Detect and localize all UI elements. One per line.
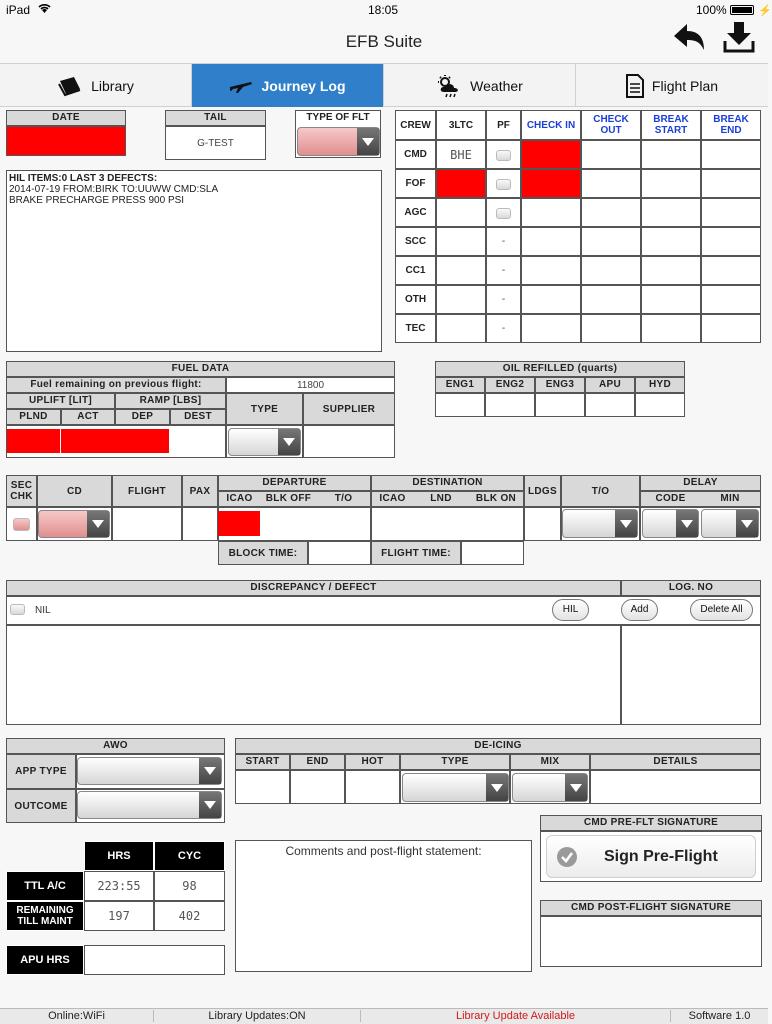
fuel-supplier-label: SUPPLIER [303, 393, 395, 425]
fuel-type-label: TYPE [226, 393, 303, 425]
crew-code[interactable] [436, 285, 486, 314]
check-out-cell[interactable] [581, 198, 641, 227]
delay-min-select[interactable] [701, 509, 759, 538]
charging-icon: ⚡ [758, 5, 772, 17]
fuel-remaining-value[interactable]: 11800 [226, 377, 395, 393]
battery-icon [730, 5, 754, 15]
plnd-label: PLND [6, 409, 61, 425]
to-label: T/O [561, 475, 640, 507]
check-out-cell[interactable] [581, 227, 641, 256]
document-icon [626, 74, 644, 98]
check-out-cell[interactable] [581, 169, 641, 198]
tab-bar [0, 63, 768, 107]
ramp-label: RAMP [LBS] [115, 393, 226, 409]
chevron-down-icon [676, 510, 698, 537]
dest-icao-label: ICAO [371, 491, 413, 507]
break-start-cell[interactable] [641, 314, 701, 343]
crew-header-break-end: BREAK END [701, 110, 761, 140]
chevron-down-icon [87, 511, 109, 537]
hil-panel [6, 170, 382, 352]
chevron-down-icon [615, 510, 637, 537]
post-flt-signature-title: CMD POST-FLIGHT SIGNATURE [540, 900, 762, 916]
check-out-cell[interactable] [581, 140, 641, 169]
deicing-end-field[interactable] [290, 770, 345, 804]
tail-value: G-TEST [165, 126, 266, 160]
check-out-cell[interactable] [581, 285, 641, 314]
ttl-hrs-value: 223:55 [84, 871, 154, 901]
check-in-cell[interactable] [521, 198, 581, 227]
crew-header-crew: CREW [395, 110, 436, 140]
dest-label: DEST [170, 409, 226, 425]
uplift-label: UPLIFT [LIT] [6, 393, 115, 409]
check-in-cell[interactable] [521, 169, 581, 198]
discrepancy-title: DISCREPANCY / DEFECT [6, 580, 621, 596]
sign-pre-flight-label: Sign Pre-Flight [604, 847, 718, 865]
pf-checkbox[interactable] [496, 150, 511, 161]
delete-all-button[interactable]: Delete All [690, 599, 753, 621]
deicing-mix-select[interactable] [512, 773, 588, 802]
break-start-cell[interactable] [641, 169, 701, 198]
chevron-down-icon [199, 792, 221, 818]
crew-header-check-out: CHECK OUT [581, 110, 641, 140]
crew-pf-cell [486, 198, 521, 227]
check-in-cell[interactable] [521, 227, 581, 256]
awo-title: AWO [6, 738, 225, 754]
flight-type-select[interactable] [297, 127, 380, 156]
check-out-cell[interactable] [581, 256, 641, 285]
oil-eng1-label: ENG1 [435, 377, 485, 393]
crew-header-break-start: BREAK START [641, 110, 701, 140]
chevron-down-icon [486, 774, 508, 801]
pf-checkbox[interactable] [496, 208, 511, 219]
cd-select[interactable] [38, 510, 110, 538]
checkmark-icon [556, 846, 578, 868]
deicing-start-field[interactable] [235, 770, 290, 804]
oil-eng2-label: ENG2 [485, 377, 535, 393]
app-type-select[interactable] [77, 757, 222, 785]
deicing-title: DE-ICING [235, 738, 761, 754]
tab-flight-plan-label: Flight Plan [651, 77, 719, 94]
check-in-cell[interactable] [521, 140, 581, 169]
back-arrow-icon[interactable] [672, 22, 706, 59]
apu-hrs-field[interactable] [84, 945, 225, 975]
sign-pre-flight-button[interactable] [546, 835, 756, 878]
crew-code[interactable] [436, 256, 486, 285]
crew-pf-cell [486, 169, 521, 198]
apu-hrs-label: APU HRS [6, 945, 84, 975]
to-select[interactable] [562, 509, 638, 538]
crew-pf-value: - [486, 285, 521, 314]
break-end-cell[interactable] [701, 314, 761, 343]
software-version: Software 1.0 [688, 1010, 751, 1022]
crew-header-pf: PF [486, 110, 521, 140]
discrepancy-text-area[interactable] [6, 625, 621, 725]
check-in-cell[interactable] [521, 256, 581, 285]
ldgs-field[interactable] [524, 507, 561, 541]
library-updates-status: Library Updates:ON [154, 1010, 361, 1022]
flight-time-value [461, 541, 524, 565]
deicing-mix-label: MIX [510, 754, 590, 770]
tab-journey-log-label: Journey Log [261, 77, 346, 94]
tab-weather[interactable] [384, 64, 576, 107]
rem-hrs-value: 197 [84, 901, 154, 931]
ttl-ac-label: TTL A/C [6, 871, 84, 901]
oil-apu-field[interactable] [585, 393, 635, 417]
crew-pf-value: - [486, 314, 521, 343]
flight-time-label: FLIGHT TIME: [371, 541, 461, 565]
check-in-cell[interactable] [521, 314, 581, 343]
deicing-type-label: TYPE [400, 754, 510, 770]
chevron-down-icon [278, 429, 300, 455]
nav-bar [0, 20, 768, 63]
hrs-header: HRS [84, 841, 154, 871]
lnd-label: LND [413, 491, 469, 507]
dep-icao-field[interactable] [218, 511, 260, 536]
airplane-icon [229, 78, 253, 94]
chevron-down-icon [357, 128, 379, 155]
chevron-down-icon [736, 510, 758, 537]
download-icon[interactable] [722, 20, 756, 59]
destination-cell[interactable] [371, 507, 524, 541]
pf-checkbox[interactable] [496, 179, 511, 190]
fuel-type-select[interactable] [228, 428, 301, 456]
device-name: iPad [6, 3, 31, 17]
takeoff-label: T/O [317, 491, 371, 507]
crew-code[interactable] [436, 227, 486, 256]
date-field[interactable] [6, 126, 126, 156]
oil-eng2-field[interactable] [485, 393, 535, 417]
crew-role: FOF [395, 169, 436, 198]
remaining-label: REMAINING TILL MAINT [6, 901, 84, 931]
break-start-cell[interactable] [641, 285, 701, 314]
crew-role: OTH [395, 285, 436, 314]
pre-flt-signature-title: CMD PRE-FLT SIGNATURE [540, 815, 762, 831]
fuel-supplier-field[interactable] [303, 425, 395, 458]
tab-library[interactable] [0, 64, 192, 107]
break-start-cell[interactable] [641, 140, 701, 169]
crew-code[interactable] [436, 198, 486, 227]
deicing-start-label: START [235, 754, 290, 770]
nil-label: NIL [35, 605, 51, 616]
outcome-select[interactable] [77, 791, 222, 819]
crew-role: SCC [395, 227, 436, 256]
check-in-cell[interactable] [521, 285, 581, 314]
crew-role: AGC [395, 198, 436, 227]
battery-percent: 100% [696, 3, 727, 17]
app-title: EFB Suite [345, 32, 423, 51]
crew-pf-cell [486, 140, 521, 169]
break-start-cell[interactable] [641, 256, 701, 285]
pax-field[interactable] [182, 507, 218, 541]
rem-cyc-value: 402 [154, 901, 225, 931]
destination-label: DESTINATION [371, 475, 524, 491]
hil-heading: HIL ITEMS:0 LAST 3 DEFECTS: [9, 173, 158, 184]
cyc-header: CYC [154, 841, 225, 871]
log-no-title: LOG. NO [621, 580, 761, 596]
book-icon [57, 75, 83, 97]
chevron-down-icon [199, 758, 221, 784]
add-button[interactable]: Add [621, 599, 658, 621]
oil-apu-label: APU [585, 377, 635, 393]
log-no-area[interactable] [621, 625, 761, 725]
post-flt-signature-pad[interactable] [540, 916, 762, 967]
crew-code[interactable] [436, 169, 486, 198]
blk-on-label: BLK ON [469, 491, 524, 507]
break-end-cell[interactable] [701, 227, 761, 256]
crew-code[interactable]: BHE [436, 140, 486, 169]
app-type-label: APP TYPE [6, 754, 76, 789]
comments-box[interactable] [235, 840, 532, 972]
oil-hyd-label: HYD [635, 377, 685, 393]
break-end-cell[interactable] [701, 285, 761, 314]
hil-button[interactable]: HIL [552, 599, 589, 621]
deicing-hot-label: HOT [345, 754, 400, 770]
dep-label: DEP [115, 409, 170, 425]
weather-icon [436, 74, 462, 98]
pax-label: PAX [182, 475, 218, 507]
break-end-cell[interactable] [701, 140, 761, 169]
break-start-cell[interactable] [641, 198, 701, 227]
dep-icao-label: ICAO [218, 491, 260, 507]
ttl-cyc-value: 98 [154, 871, 225, 901]
crew-header-check-in: CHECK IN [521, 110, 581, 140]
tab-journey-log[interactable] [192, 64, 384, 107]
wifi-icon [38, 3, 51, 17]
delay-min-label: MIN [700, 491, 761, 507]
tail-label: TAIL [165, 110, 266, 126]
break-end-cell[interactable] [701, 256, 761, 285]
act-field[interactable] [61, 429, 115, 453]
break-end-cell[interactable] [701, 169, 761, 198]
deicing-details-field[interactable] [590, 770, 761, 804]
oil-title: OIL REFILLED (quarts) [435, 361, 685, 377]
plnd-field[interactable] [7, 429, 60, 453]
delay-code-select[interactable] [642, 509, 699, 538]
break-end-cell[interactable] [701, 198, 761, 227]
crew-role: CMD [395, 140, 436, 169]
crew-role: CC1 [395, 256, 436, 285]
oil-eng3-field[interactable] [535, 393, 585, 417]
tab-library-label: Library [91, 77, 134, 94]
oil-eng3-label: ENG3 [535, 377, 585, 393]
deicing-type-select[interactable] [402, 773, 509, 802]
chevron-down-icon [565, 774, 587, 801]
date-label: DATE [6, 110, 126, 126]
clock: 18:05 [368, 3, 399, 17]
sec-chk-label: SEC CHK [6, 475, 37, 507]
sec-chk-cell [6, 507, 37, 541]
oil-hyd-field[interactable] [635, 393, 685, 417]
blk-off-label: BLK OFF [260, 491, 317, 507]
outcome-label: OUTCOME [6, 789, 76, 823]
break-start-cell[interactable] [641, 227, 701, 256]
deicing-end-label: END [290, 754, 345, 770]
act-label: ACT [61, 409, 115, 425]
flight-label: FLIGHT [112, 475, 182, 507]
check-out-cell[interactable] [581, 314, 641, 343]
deicing-details-label: DETAILS [590, 754, 761, 770]
ldgs-label: LDGS [524, 475, 561, 507]
block-time-label: BLOCK TIME: [218, 541, 308, 565]
fuel-remaining-label: Fuel remaining on previous flight: [6, 377, 226, 393]
cd-label: CD [37, 475, 112, 507]
tab-weather-label: Weather [470, 77, 523, 94]
deicing-hot-field[interactable] [345, 770, 400, 804]
hil-defect-line-2: BRAKE PRECHARGE PRESS 900 PSI [9, 195, 185, 206]
online-status: Online:WiFi [0, 1010, 154, 1022]
status-bar [0, 0, 772, 20]
delay-label: DELAY [640, 475, 761, 491]
comments-label: Comments and post-flight statement: [285, 844, 482, 858]
hil-defect-line-1: 2014-07-19 FROM:BIRK TO:UUWW CMD:SLA [9, 184, 219, 195]
nil-checkbox[interactable] [10, 604, 25, 615]
crew-code[interactable] [436, 314, 486, 343]
library-update-available[interactable]: Library Update Available [361, 1010, 671, 1022]
block-time-value [308, 541, 371, 565]
sec-chk-checkbox[interactable] [13, 518, 30, 531]
flight-number-field[interactable] [112, 507, 182, 541]
departure-label: DEPARTURE [218, 475, 371, 491]
flight-type-label: TYPE OF FLT [306, 112, 370, 123]
crew-role: TEC [395, 314, 436, 343]
crew-header-3ltc: 3LTC [436, 110, 486, 140]
crew-pf-value: - [486, 227, 521, 256]
delay-code-label: CODE [640, 491, 700, 507]
footer-status-bar [0, 1008, 768, 1024]
fuel-title: FUEL DATA [6, 361, 395, 377]
tab-flight-plan[interactable] [576, 64, 768, 107]
dep-field[interactable] [115, 429, 169, 453]
crew-pf-value: - [486, 256, 521, 285]
oil-eng1-field[interactable] [435, 393, 485, 417]
